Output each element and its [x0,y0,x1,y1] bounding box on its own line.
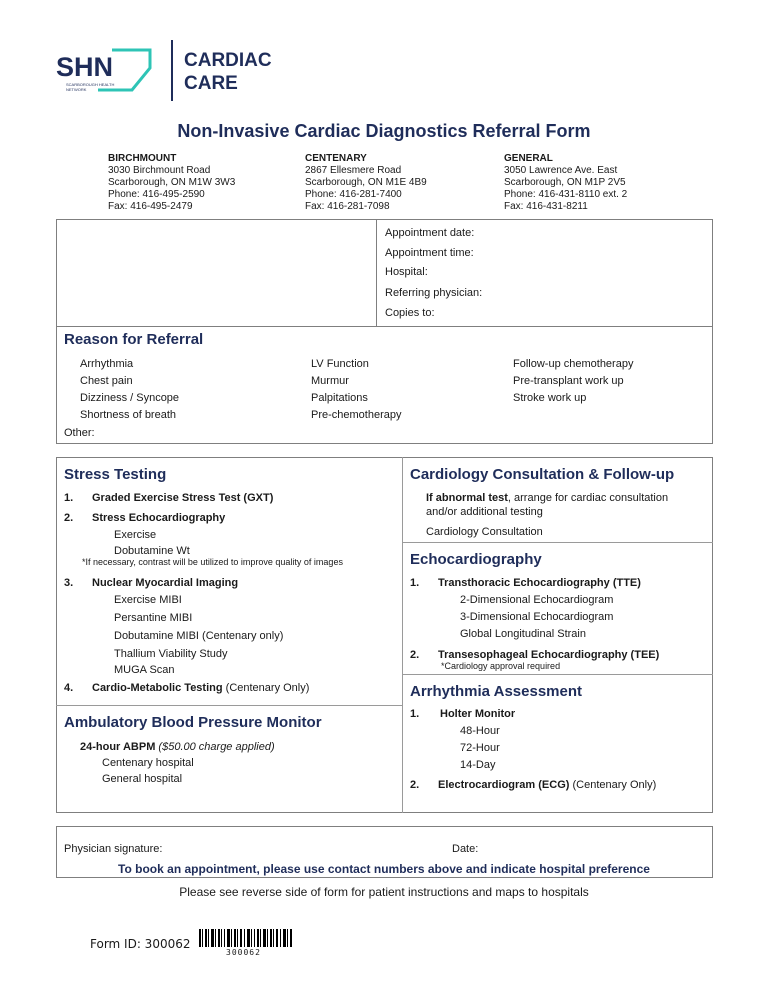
reason-option[interactable]: Palpitations [311,392,368,404]
stress-item-4-number: 4. [64,682,74,694]
strain-option[interactable]: Global Longitudinal Strain [460,628,586,640]
reason-option[interactable]: Dizziness / Syncope [80,392,180,404]
hospital-fax: Fax: 416-495-2479 [108,201,193,212]
hospital-name: BIRCHMOUNT [108,153,177,164]
cardiology-consultation-option[interactable]: Cardiology Consultation [426,526,543,538]
stress-echo-dobutamine[interactable]: Dobutamine Wt [114,545,190,557]
hospital-city: Scarborough, ON M1W 3W3 [108,177,236,188]
echo-item-1-number: 1. [410,577,420,589]
signature-date-field[interactable]: Date: [452,843,479,855]
cardio-metabolic-label: Cardio-Metabolic Testing [92,682,223,694]
reason-option[interactable]: Pre-transplant work up [513,375,624,387]
stress-echo-option[interactable]: Stress Echocardiography [92,512,226,524]
reason-column-2 [311,357,402,425]
hospital-fax: Fax: 416-431-8211 [504,201,588,212]
dobutamine-mibi-option[interactable]: Dobutamine MIBI (Centenary only) [114,630,284,642]
reason-option[interactable]: Follow-up chemotherapy [513,358,634,370]
reason-option[interactable]: Murmur [311,375,349,387]
cardio-metabolic-option[interactable] [92,681,309,695]
reason-option[interactable]: Shortness of breath [80,409,177,421]
hospital-phone: Phone: 416-495-2590 [108,189,205,200]
muga-option[interactable]: MUGA Scan [114,664,175,676]
holter-sub-options [460,724,500,775]
ecg-note: (Centenary Only) [569,779,657,791]
brand-line-2: CARE [184,73,238,94]
reason-column-3 [513,357,633,408]
echo-item-2-number: 2. [410,649,420,661]
holter-72-option[interactable]: 72-Hour [460,742,500,754]
nuclear-sub-options [114,593,283,679]
hospital-city: Scarborough, ON M1P 2V5 [504,177,626,188]
tte-option[interactable]: Transthoracic Echocardiography (TTE) [438,577,641,589]
cardiac-care-brand [184,49,272,95]
barcode-number: 300062 [226,948,261,957]
echo-heading: Echocardiography [410,551,542,568]
holter-option[interactable]: Holter Monitor [440,708,516,720]
reverse-side-note: Please see reverse side of form for patient instructions and maps to hospitals [179,885,589,899]
hospital-label[interactable]: Hospital: [385,266,428,278]
contrast-note: *If necessary, contrast will be utilized to improve quality of images [82,557,343,567]
stress-item-1-number: 1. [64,492,74,504]
hospital-phone: Phone: 416-431-8110 ext. 2 [504,189,628,200]
cardio-metabolic-note: (Centenary Only) [222,682,310,694]
hospital-general [504,153,704,213]
appointment-time-label[interactable]: Appointment time: [385,247,474,259]
patient-info-box[interactable] [56,219,376,327]
nuclear-imaging-option[interactable]: Nuclear Myocardial Imaging [92,577,239,589]
consult-note-bold: If abnormal test [426,492,508,504]
arrhythmia-item-2-number: 2. [410,779,420,791]
shn-logo-subtext: SCARBOROUGH HEALTH NETWORK [66,82,115,92]
abpm-divider [56,705,402,706]
referring-physician-label[interactable]: Referring physician: [385,287,483,299]
hospital-birchmount [108,153,288,213]
stress-item-2-number: 2. [64,512,74,524]
copies-to-label[interactable]: Copies to: [385,307,435,319]
exercise-mibi-option[interactable]: Exercise MIBI [114,594,182,606]
abpm-option[interactable] [80,740,275,754]
reason-option[interactable]: Stroke work up [513,392,587,404]
hospital-name: GENERAL [504,153,553,164]
reason-option[interactable]: Arrhythmia [80,358,134,370]
echo-divider [402,542,713,543]
stress-testing-heading: Stress Testing [64,466,167,483]
brand-line-1: CARDIAC [184,50,272,71]
stress-item-3-number: 3. [64,577,74,589]
barcode [199,929,293,947]
shn-logo [56,44,166,96]
consult-note [426,491,696,519]
arrhythmia-heading: Arrhythmia Assessment [410,683,583,700]
hospital-address: 2867 Ellesmere Road [305,165,402,176]
abpm-centenary-option[interactable]: Centenary hospital [102,757,194,769]
hospital-fax: Fax: 416-281-7098 [305,201,390,212]
shn-logo-text: SHN [56,52,114,82]
ecg-label: Electrocardiogram (ECG) [438,779,570,791]
gxt-option[interactable]: Graded Exercise Stress Test (GXT) [92,492,274,504]
holter-48-option[interactable]: 48-Hour [460,725,500,737]
tests-column-divider [402,457,403,813]
appointment-date-label[interactable]: Appointment date: [385,227,475,239]
tee-note: *Cardiology approval required [441,661,561,671]
abpm-charge: ($50.00 charge applied) [155,741,275,753]
echo-3d-option[interactable]: 3-Dimensional Echocardiogram [460,611,614,623]
hospital-centenary [305,153,485,213]
form-title: Non-Invasive Cardiac Diagnostics Referral Form [177,121,591,141]
arrhythmia-item-1-number: 1. [410,708,420,720]
reason-column-1 [80,357,179,425]
holter-14day-option[interactable]: 14-Day [460,759,496,771]
stress-echo-exercise[interactable]: Exercise [114,529,157,541]
reason-option[interactable]: LV Function [311,358,369,370]
hospital-address: 3030 Birchmount Road [108,165,211,176]
physician-signature-field[interactable]: Physician signature: [64,843,163,855]
hospital-name: CENTENARY [305,153,367,164]
thallium-option[interactable]: Thallium Viability Study [114,648,228,660]
tee-option[interactable]: Transesophageal Echocardiography (TEE) [438,649,660,661]
logo-divider [171,40,173,101]
consult-note-rest: , arrange for cardiac consultation and/or additional testing [426,492,669,518]
abpm-general-option[interactable]: General hospital [102,773,183,785]
abpm-label: 24-hour ABPM [80,741,156,753]
ecg-option[interactable] [438,778,656,792]
tte-sub-options [460,593,613,644]
hospital-phone: Phone: 416-281-7400 [305,189,402,200]
hospital-city: Scarborough, ON M1E 4B9 [305,177,427,188]
reason-option[interactable]: Chest pain [80,375,133,387]
abpm-heading: Ambulatory Blood Pressure Monitor [64,714,322,731]
reason-option[interactable]: Pre-chemotherapy [311,409,402,421]
persantine-mibi-option[interactable]: Persantine MIBI [114,612,193,624]
consult-heading: Cardiology Consultation & Follow-up [410,466,675,483]
reason-heading: Reason for Referral [64,331,204,348]
hospital-address: 3050 Lawrence Ave. East [504,165,618,176]
booking-note: To book an appointment, please use contact numbers above and indicate hospital preference [118,862,650,876]
arrhythmia-divider [402,674,713,675]
reason-other-field[interactable]: Other: [64,427,95,439]
echo-2d-option[interactable]: 2-Dimensional Echocardiogram [460,594,614,606]
form-id: Form ID: 300062 [90,937,191,951]
